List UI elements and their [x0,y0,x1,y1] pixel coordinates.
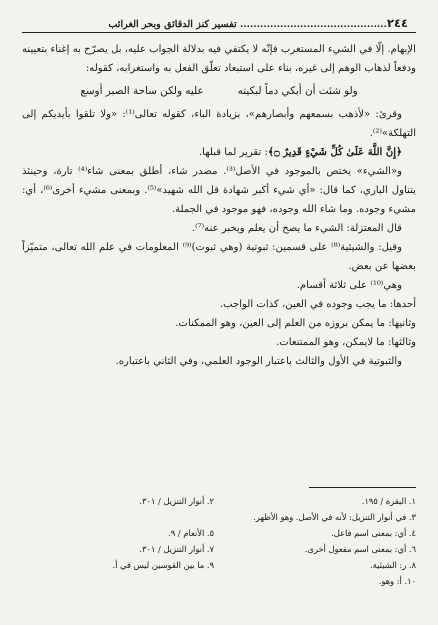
paragraph: قال المعتزلة: الشيء ما يصح أن يعلم ويخبر عنه⁽⁷⁾. [191,223,402,234]
footnote: ٢. أنوار التنزيل / ٣٠١. [139,496,214,506]
page-number: ٢٤٤ [386,16,408,30]
paragraph: أحدها: ما يجب وجوده في العين، كذات الواجب. [219,299,416,310]
paragraph: الإبهام. إلّا في الشيء المستغرب فإنّه لا يكتفي فيه بدلالة الجواب عليه، بل يصرّح به إغناء بتعيينه ودفعاً لذهاب الوهم إلى غيره، بناء على استبعاد تعلّق الفعل به واستغرابه، كقوله: [22,44,416,74]
footnote [22,509,214,525]
paragraph: وهي⁽¹⁰⁾ على ثلاثة أقسام. [296,280,402,291]
footnote: ٦. أي: بمعنى اسم مفعول أخرى. [304,544,416,554]
quran-verse: ﴿إِنَّ اللَّهَ عَلَىٰ كُلِّ شَيْءٍ قَدِيرٌ ۝﴾ [267,147,402,158]
footnote: ١٠. أ: وهو. [378,576,416,586]
commentary: : تقرير لما قبلها. [198,147,268,158]
paragraph [22,143,416,162]
paragraph: وقرئ: «لأذهب بسمعهم وأبصارهم»، بزيادة الباء، كقوله تعالى⁽¹⁾: «ولا تلقوا بأيديكم إلى التهلكة»⁽²⁾. [22,109,416,139]
footnote: ٧. أنوار التنزيل / ٣٠١. [139,544,214,554]
poetry-verse [22,82,416,101]
footnote: ٨. ر: الشيئية. [369,560,416,570]
footnote: ٥. الأنعام / ٩. [168,528,214,538]
verse-first-hemistich: ولو شئت أن أبكي دماً لبكيته [237,85,358,97]
footnote: ٣. في أنوار التنزيل: لأنه في الأصل. وهو الأظهر. [253,512,416,522]
running-header [22,10,416,33]
footnote: ١. البقرة / ١٩٥. [361,496,416,506]
paragraph: وثالثها: ما لايمكن، وهو الممتنعات. [276,337,416,348]
footnote-separator [309,487,416,488]
paragraph: وثانيها: ما يمكن بروزه من العلم إلى العين، وهو الممكنات. [175,318,416,329]
footnote [22,573,214,589]
paragraph: و«الشيء» يختص بالموجود في الأصل⁽³⁾. مصدر شاء، أطلق بمعنى شاء⁽⁴⁾ تارة، وحينئذ يتناول الباري، كما قال: «أي شيء أكبر شهادة قل الله شهيد»⁽⁵⁾. وبمعنى مشيء أخرى⁽⁶⁾، أي: مشيء وجوده. وما شاء الله وجوده، فهو موجود في الجملة. [22,166,416,215]
main-text [22,40,416,371]
paragraph: والثبوتية في الأول والثالث باعتبار الوجود العلمي، وفي الثاني باعتباره. [115,356,402,367]
footnote: ٤. أي: بمعنى اسم فاعل. [331,528,416,538]
running-title: ............................................ تفسير كنز الدقائق وبحر الغرائب [108,19,387,30]
verse-second-hemistich: عليه ولكن ساحة الصبر أوسع [80,85,204,97]
footnote: ٩. ما بين القوسين ليس في أ. [112,560,214,570]
paragraph: وقيل: والشيئية⁽⁸⁾ على قسمين: ثبوتية (وهي ثبوت)⁽⁹⁾ المعلومات في علم الله تعالى، متميّزاً بعضها عن بعض. [22,242,416,272]
footnotes [22,493,416,589]
